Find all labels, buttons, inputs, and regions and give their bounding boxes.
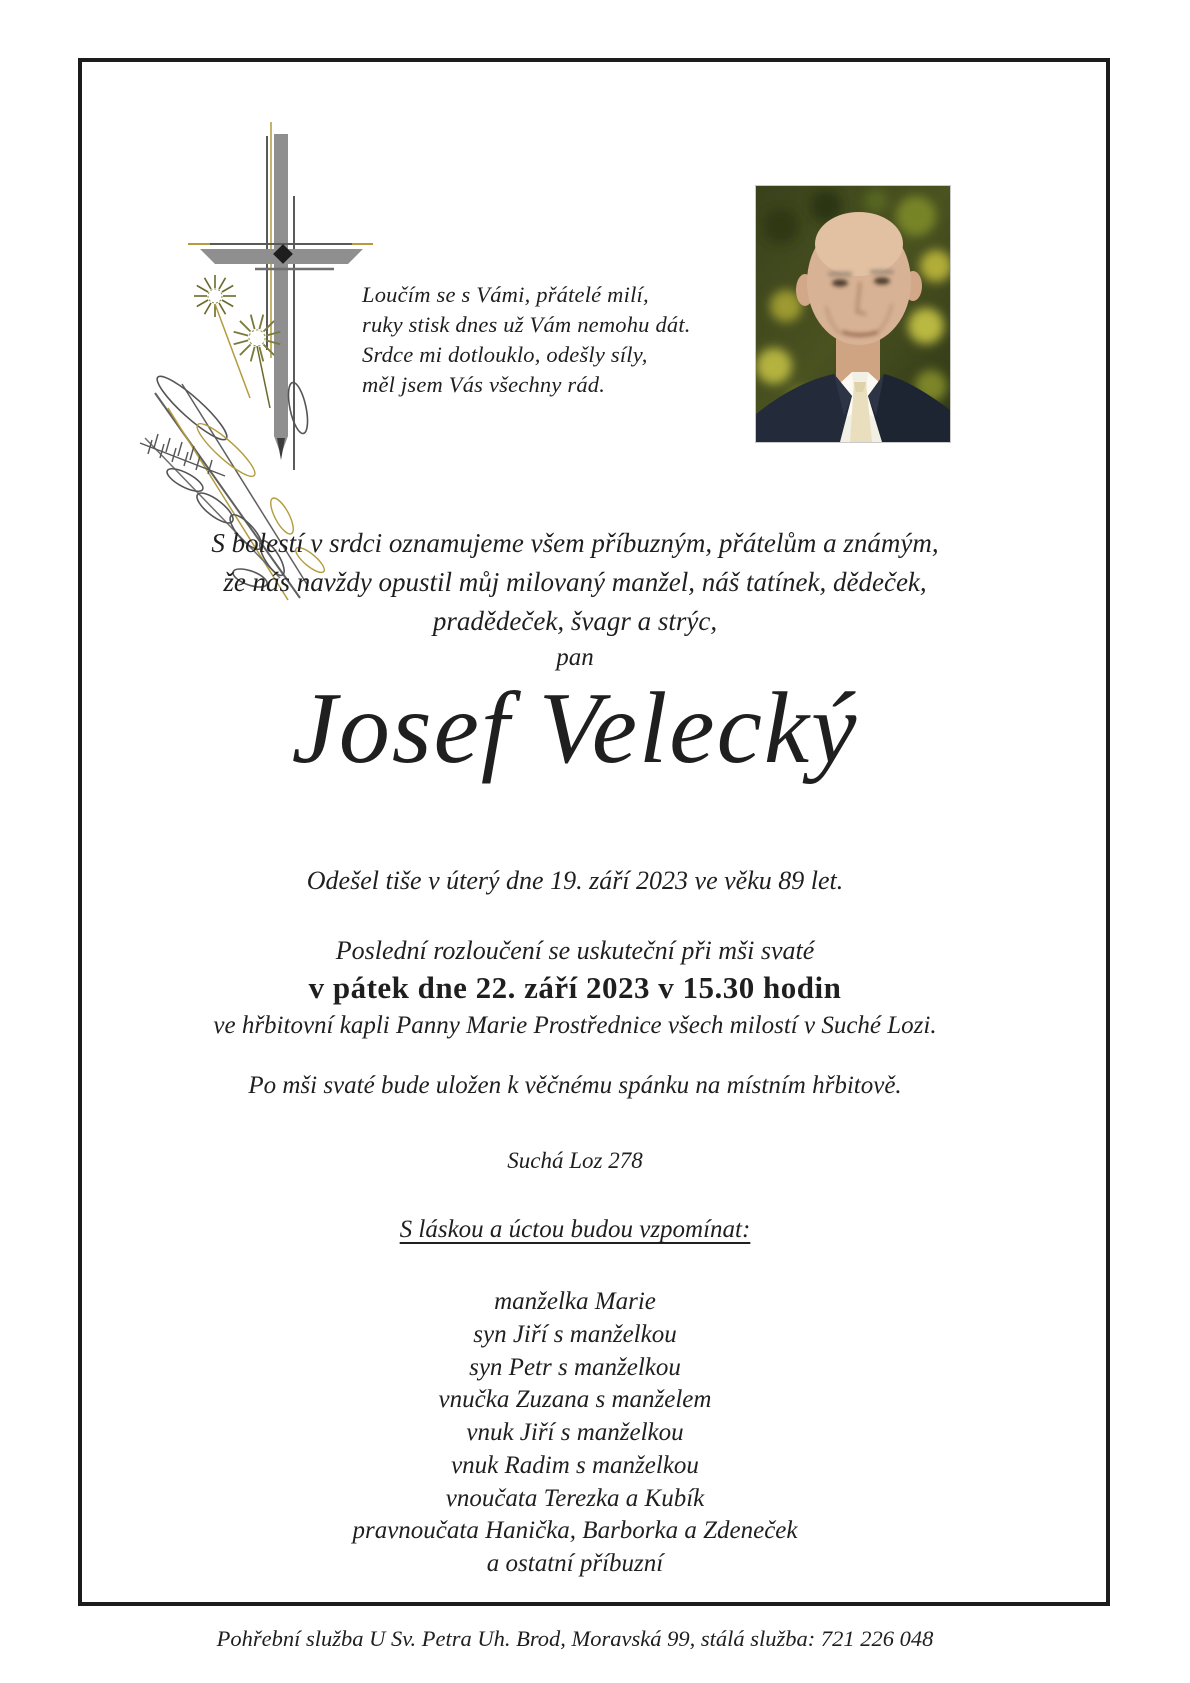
announcement-line: S bolestí v srdci oznamujeme všem příbuzným, přátelům a známým, <box>211 528 939 558</box>
announcement-line: pradědeček, švagr a strýc, <box>432 605 718 636</box>
farewell-ceremony-line: Poslední rozloučení se uskuteční při mši svaté <box>335 936 815 965</box>
announcement-line: že nás navždy opustil můj milovaný manžel, náš tatínek, dědeček, <box>223 566 927 597</box>
mourner-item: pravnoučata Hanička, Barborka a Zdeneček <box>352 1517 798 1545</box>
title-prefix: pan <box>556 644 594 671</box>
mourners-heading: S láskou a úctou budou vzpomínat: <box>399 1216 751 1243</box>
mourners-list <box>0 1286 1150 1581</box>
poem-line: měl jsem Vás všechny rád. <box>362 371 606 397</box>
funeral-service-footer: Pohřební služba U Sv. Petra Uh. Brod, Moravská 99, stálá služba: 721 226 048 <box>216 1626 934 1651</box>
mourner-item: vnuk Radim s manželkou <box>451 1451 699 1479</box>
mourner-item: vnuk Jiří s manželkou <box>466 1419 684 1446</box>
mourner-item: manželka Marie <box>494 1288 656 1315</box>
home-address: Suchá Loz 278 <box>507 1148 643 1173</box>
ceremony-datetime: v pátek dne 22. září 2023 v 15.30 hodin <box>308 970 842 1005</box>
mourner-item: a ostatní příbuzní <box>486 1550 664 1577</box>
farewell-poem <box>362 280 691 400</box>
poem-line: Srdce mi dotlouklo, odešly síly, <box>362 341 648 367</box>
poem-line: ruky stisk dnes už Vám nemohu dát. <box>362 311 691 337</box>
mourner-item: vnučka Zuzana s manželem <box>438 1386 712 1414</box>
death-date-line: Odešel tiše v úterý dne 19. září 2023 ve věku 89 let. <box>306 866 844 895</box>
deceased-name: Josef Velecký <box>291 672 859 785</box>
burial-line: Po mši svaté bude uložen k věčnému spánku na místním hřbitově. <box>248 1072 902 1099</box>
deceased-photo <box>756 186 950 442</box>
mourner-item: vnoučata Terezka a Kubík <box>445 1484 705 1512</box>
mourner-item: syn Petr s manželkou <box>469 1353 681 1381</box>
announcement-text <box>0 524 1150 641</box>
poem-line: Loučím se s Vámi, přátelé milí, <box>362 282 649 307</box>
mourner-item: syn Jiří s manželkou <box>473 1320 677 1348</box>
ceremony-location: ve hřbitovní kapli Panny Marie Prostřednice všech milostí v Suché Lozi. <box>213 1012 937 1039</box>
